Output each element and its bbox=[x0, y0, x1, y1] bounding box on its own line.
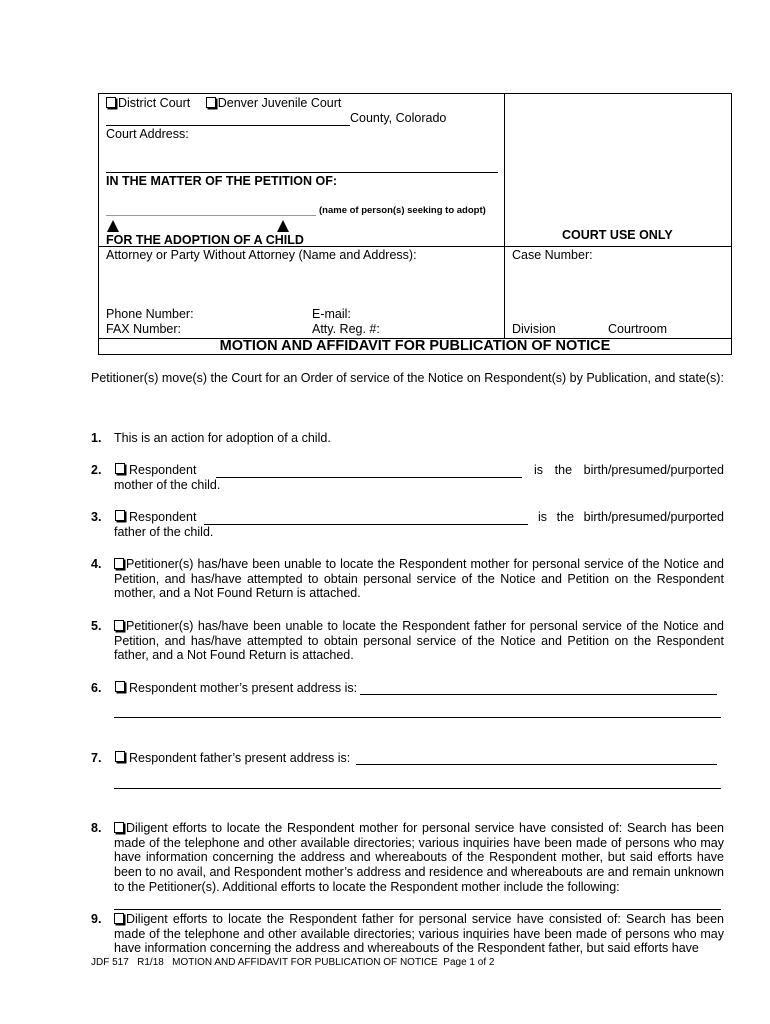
county-line[interactable] bbox=[106, 125, 350, 126]
arrow-up-icon bbox=[277, 220, 289, 232]
respondent-mother-name-line[interactable] bbox=[216, 477, 522, 478]
court-type-row bbox=[106, 96, 341, 110]
item-1-text: This is an action for adoption of a child. bbox=[114, 431, 331, 445]
mother-address-line-2[interactable] bbox=[114, 717, 721, 718]
respondent-father-name-line[interactable] bbox=[204, 524, 528, 525]
respondent-label: Respondent bbox=[129, 510, 197, 524]
adoption-label: FOR THE ADOPTION OF A CHILD bbox=[106, 233, 304, 247]
item-4-text bbox=[114, 557, 724, 601]
district-court-checkbox[interactable] bbox=[106, 97, 116, 108]
atty-reg-label: Atty. Reg. #: bbox=[312, 322, 380, 336]
caption-divider-vertical bbox=[504, 93, 505, 338]
father-address-line-1[interactable] bbox=[356, 764, 717, 765]
respondent-father-checkbox[interactable] bbox=[115, 510, 125, 521]
item-6-checkbox[interactable] bbox=[115, 681, 125, 692]
mother-address-line-1[interactable] bbox=[360, 694, 717, 695]
respondent-mother-checkbox[interactable] bbox=[115, 463, 125, 474]
tail-word: the bbox=[556, 510, 575, 524]
intro-paragraph: Petitioner(s) move(s) the Court for an Order of service of the Notice on Respondent(s) by Publication, and state(s): bbox=[91, 371, 724, 385]
item-number: 4. bbox=[91, 557, 102, 571]
item-5-checkbox[interactable] bbox=[114, 620, 124, 631]
denver-juvenile-court-checkbox[interactable] bbox=[206, 97, 216, 108]
item-number: 8. bbox=[91, 821, 102, 835]
item-number: 2. bbox=[91, 463, 102, 477]
item-7-checkbox[interactable] bbox=[115, 751, 125, 762]
item-number: 1. bbox=[91, 431, 102, 445]
denver-juvenile-court-label: Denver Juvenile Court bbox=[217, 96, 342, 110]
in-the-matter-label: IN THE MATTER OF THE PETITION OF: bbox=[106, 174, 338, 188]
item-8-checkbox[interactable] bbox=[114, 822, 124, 833]
item-5-text bbox=[114, 619, 724, 663]
page-footer: JDF 517 R1/18 MOTION AND AFFIDAVIT FOR PUBLICATION OF NOTICE Page 1 of 2 bbox=[91, 957, 495, 968]
tail-word: is bbox=[534, 463, 544, 477]
court-use-only-label: COURT USE ONLY bbox=[562, 228, 673, 242]
item-number: 9. bbox=[91, 912, 102, 926]
item-2-line2: mother of the child. bbox=[114, 478, 221, 492]
item-6-text: Respondent mother’s present address is: bbox=[129, 681, 358, 695]
attorney-label: Attorney or Party Without Attorney (Name and Address): bbox=[106, 248, 417, 262]
tail-word: birth/presumed/purported bbox=[583, 510, 724, 524]
tail-word: birth/presumed/purported bbox=[583, 463, 724, 477]
item-number: 3. bbox=[91, 510, 102, 524]
document-title: MOTION AND AFFIDAVIT FOR PUBLICATION OF NOTICE bbox=[219, 338, 611, 354]
item-8-body: Diligent efforts to locate the Respondent mother for personal service have consisted of: Search has been made of the telephone and other available directories; various inquiries have been made of persons who may have information concerning the address and whereabouts of the Respondent mother, but said efforts have been to no avail, and Respondent mother’s address and residence and whereabouts are and remain unknown to the Petitioner(s). Additional efforts to locate the Respondent mother include the following: bbox=[114, 821, 724, 894]
arrow-up-icon bbox=[107, 220, 119, 232]
court-address-label: Court Address: bbox=[106, 127, 189, 141]
item-7-text: Respondent father’s present address is: bbox=[129, 751, 351, 765]
item-4-body: Petitioner(s) has/have been unable to locate the Respondent mother for personal service of the Notice and Petition, and has/have attempted to obtain personal service of the Notice and Petition on the Respondent mother, and a Not Found Return is attached. bbox=[114, 557, 724, 601]
name-hint: (name of person(s) seeking to adopt) bbox=[319, 205, 486, 216]
county-label: County, Colorado bbox=[350, 111, 447, 125]
item-2-tail bbox=[534, 463, 724, 477]
court-address-line[interactable] bbox=[106, 172, 498, 173]
father-address-line-2[interactable] bbox=[114, 788, 721, 789]
item-number: 6. bbox=[91, 681, 102, 695]
case-number-label: Case Number: bbox=[512, 248, 593, 262]
mother-efforts-line[interactable] bbox=[114, 909, 721, 910]
district-court-label: District Court bbox=[118, 96, 191, 110]
division-label: Division bbox=[512, 322, 556, 336]
respondent-label: Respondent bbox=[129, 463, 197, 477]
tail-word: is bbox=[538, 510, 548, 524]
tail-word: the bbox=[554, 463, 573, 477]
item-3-line2: father of the child. bbox=[114, 525, 214, 539]
email-label: E-mail: bbox=[312, 307, 351, 321]
item-9-text bbox=[114, 912, 724, 956]
courtroom-label: Courtroom bbox=[608, 322, 668, 336]
item-number: 7. bbox=[91, 751, 102, 765]
item-8-text bbox=[114, 821, 724, 895]
item-9-checkbox[interactable] bbox=[114, 913, 124, 924]
item-4-checkbox[interactable] bbox=[114, 558, 124, 569]
item-number: 5. bbox=[91, 619, 102, 633]
item-3-tail bbox=[538, 510, 724, 524]
item-9-body: Diligent efforts to locate the Respondent father for personal service have consisted of: Search has been made of the telephone and other available directories; various inquiries have been made of persons who may have information concerning the address and whereabouts of the Respondent father, but said efforts have bbox=[114, 912, 724, 956]
phone-label: Phone Number: bbox=[106, 307, 194, 321]
petitioner-name-line[interactable] bbox=[106, 215, 316, 216]
fax-label: FAX Number: bbox=[106, 322, 182, 336]
item-5-body: Petitioner(s) has/have been unable to locate the Respondent father for personal service of the Notice and Petition, and has/have attempted to obtain personal service of the Notice and Petition on the Respondent father, and a Not Found Return is attached. bbox=[114, 619, 724, 663]
